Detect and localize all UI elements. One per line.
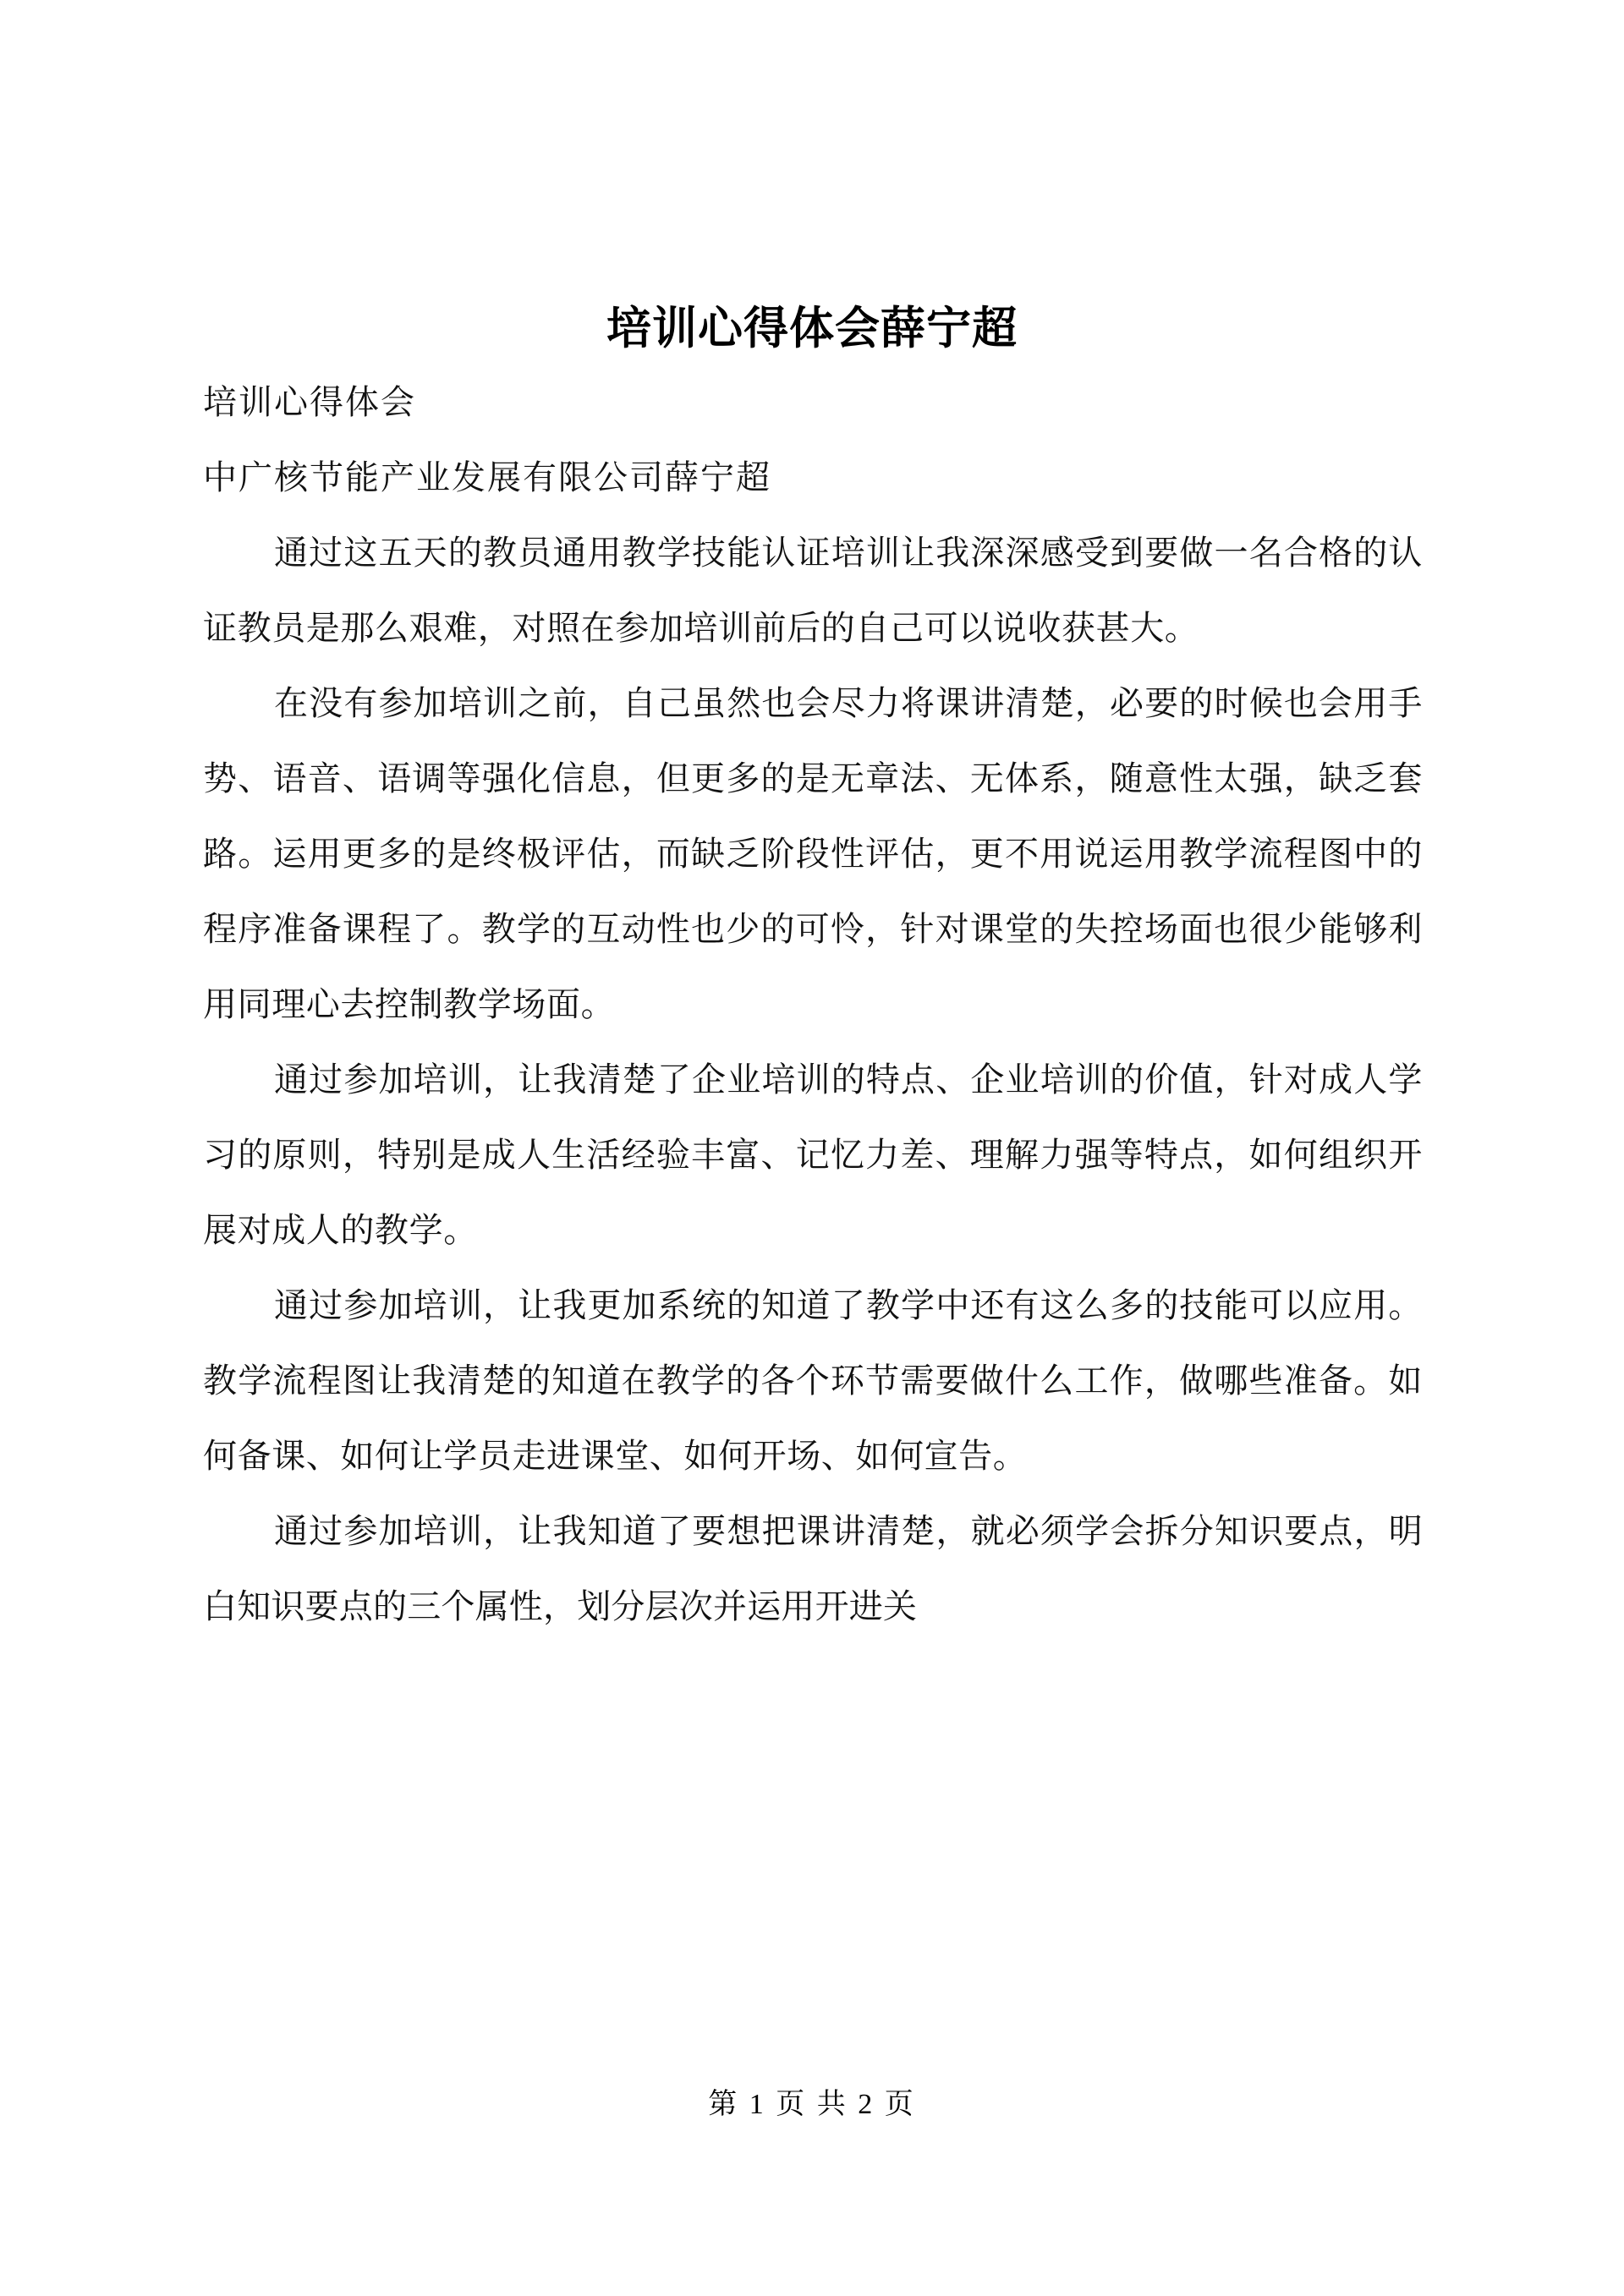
body-paragraph: 通过参加培训，让我清楚了企业培训的特点、企业培训的价值，针对成人学习的原则，特别是成人生活经验丰富、记忆力差、理解力强等特点，如何组织开展对成人的教学。: [203, 1060, 1423, 1250]
page-title: 培训心得体会薛宁超: [606, 302, 1018, 354]
document-body: [203, 365, 1423, 1645]
lead-line-author: 中广核节能产业发展有限公司薛宁超: [203, 458, 771, 497]
page-number-footer: 第 1 页 共 2 页: [708, 2089, 916, 2120]
body-paragraph: 通过参加培训，让我更加系统的知道了教学中还有这么多的技能可以应用。教学流程图让我清楚的知道在教学的各个环节需要做什么工作，做哪些准备。如何备课、如何让学员走进课堂、如何开场、如何宣告。: [203, 1286, 1423, 1476]
lead-line-subject: 培训心得体会: [203, 383, 416, 422]
body-paragraph: 通过参加培训，让我知道了要想把课讲清楚，就必须学会拆分知识要点，明白知识要点的三个属性，划分层次并运用开进关: [203, 1512, 1423, 1626]
body-paragraph: 通过这五天的教员通用教学技能认证培训让我深深感受到要做一名合格的认证教员是那么艰难，对照在参加培训前后的自己可以说收获甚大。: [203, 534, 1423, 648]
body-paragraph: 在没有参加培训之前，自己虽然也会尽力将课讲清楚，必要的时候也会用手势、语音、语调等强化信息，但更多的是无章法、无体系，随意性太强，缺乏套路。运用更多的是终极评估，而缺乏阶段性评估，更不用说运用教学流程图中的程序准备课程了。教学的互动性也少的可怜，针对课堂的失控场面也很少能够利用同理心去控制教学场面。: [203, 684, 1423, 1024]
